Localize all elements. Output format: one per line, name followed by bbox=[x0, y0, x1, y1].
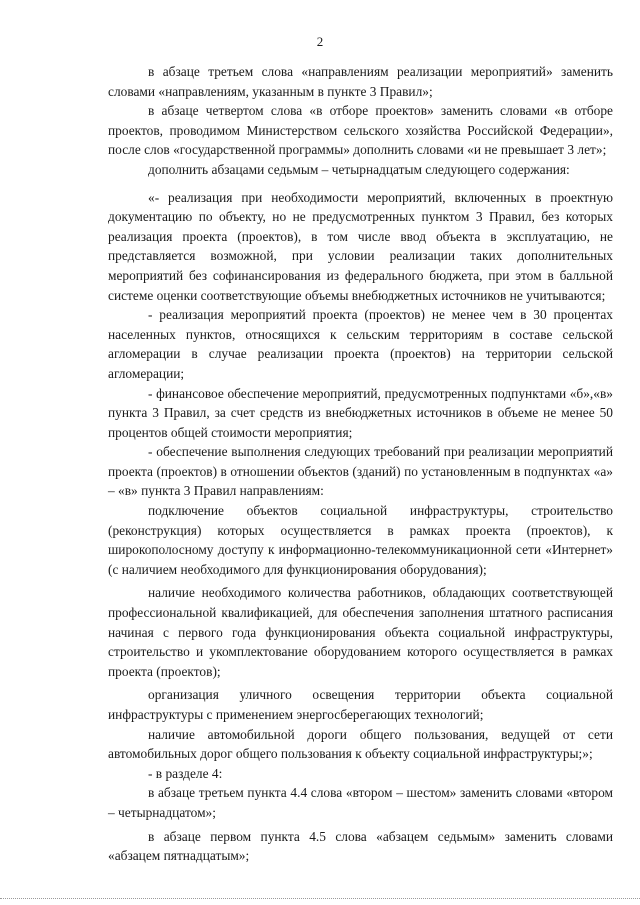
paragraph-10: организация уличного освещения территории объекта социальной инфраструктуры с применением энергосберегающих технологий; bbox=[108, 687, 613, 722]
paragraph-7: - обеспечение выполнения следующих требований при реализации мероприятий проекта (проектов) в отношении объектов (зданий) по установленным в подпунктах «а» – «в» пункта 3 Правил направлениям: bbox=[108, 444, 613, 499]
paragraph-2: в абзаце четвертом слова «в отборе проектов» заменить словами «в отборе проектов, проводимом Министерством сельского хозяйства Российской Федерации», после слов «государственной программы» дополнить словами «и не превышает 3 лет»; bbox=[108, 103, 613, 158]
paragraph-6: - финансовое обеспечение мероприятий, предусмотренных подпунктами «б»,«в» пункта 3 Правил, за счет средств из внебюджетных источников в объеме не менее 50 процентов общей стоимости мероприятия; bbox=[108, 385, 613, 440]
document-body bbox=[108, 62, 613, 866]
paragraph-12: - в разделе 4: bbox=[148, 765, 223, 781]
paragraph-1: в абзаце третьем слова «направлениям реализации мероприятий» заменить словами «направлениям, указанным в пункте 3 Правил»; bbox=[108, 64, 613, 99]
paragraph-4: «- реализация при необходимости мероприятий, включенных в проектную документацию по объекту, но не предусмотренных пунктом 3 Правил, без которых реализация проекта (проектов), в том числе ввод объекта в эксплуатацию, не представляется возможной, при условии реализации таких дополнительных мероприятий без софинансирования из федерального бюджета, при этом в балльной системе оценки соответствующие объемы внебюджетных источников не учитываются; bbox=[108, 189, 613, 303]
paragraph-9: наличие необходимого количества работников, обладающих соответствующей профессиональной квалификацией, для обеспечения заполнения штатного расписания начиная с первого года функционирования объекта социальной инфраструктуры, строительство и укомплектование оборудованием которого осуществляется в рамках проекта (проектов); bbox=[108, 585, 613, 679]
paragraph-14: в абзаце первом пункта 4.5 слова «абзацем седьмым» заменить словами «абзацем пятнадцатым»; bbox=[108, 828, 613, 864]
paragraph-8: подключение объектов социальной инфраструктуры, строительство (реконструкция) которых осуществляется в рамках проекта (проектов), к широкополосному доступу к информационно-телекоммуникационной сети «Интернет» (с наличием необходимого для функционирования оборудования); bbox=[108, 503, 613, 577]
paragraph-3: дополнить абзацами седьмым – четырнадцатым следующего содержания: bbox=[148, 161, 570, 177]
paragraph-11: наличие автомобильной дороги общего пользования, ведущей от сети автомобильных дорог общего пользования к объекту социальной инфраструктуры;»; bbox=[108, 726, 613, 762]
paragraph-13: в абзаце третьем пункта 4.4 слова «втором – шестом» заменить словами «втором – четырнадцатом»; bbox=[108, 785, 613, 820]
paragraph-5: - реализация мероприятий проекта (проектов) не менее чем в 30 процентах населенных пунктов, относящихся к сельским территориям в составе сельской агломерации в случае реализации проекта (проектов) на территории сельской агломерации; bbox=[108, 307, 613, 381]
page-number: 2 bbox=[316, 34, 324, 49]
scan-edge-rule bbox=[0, 898, 640, 899]
